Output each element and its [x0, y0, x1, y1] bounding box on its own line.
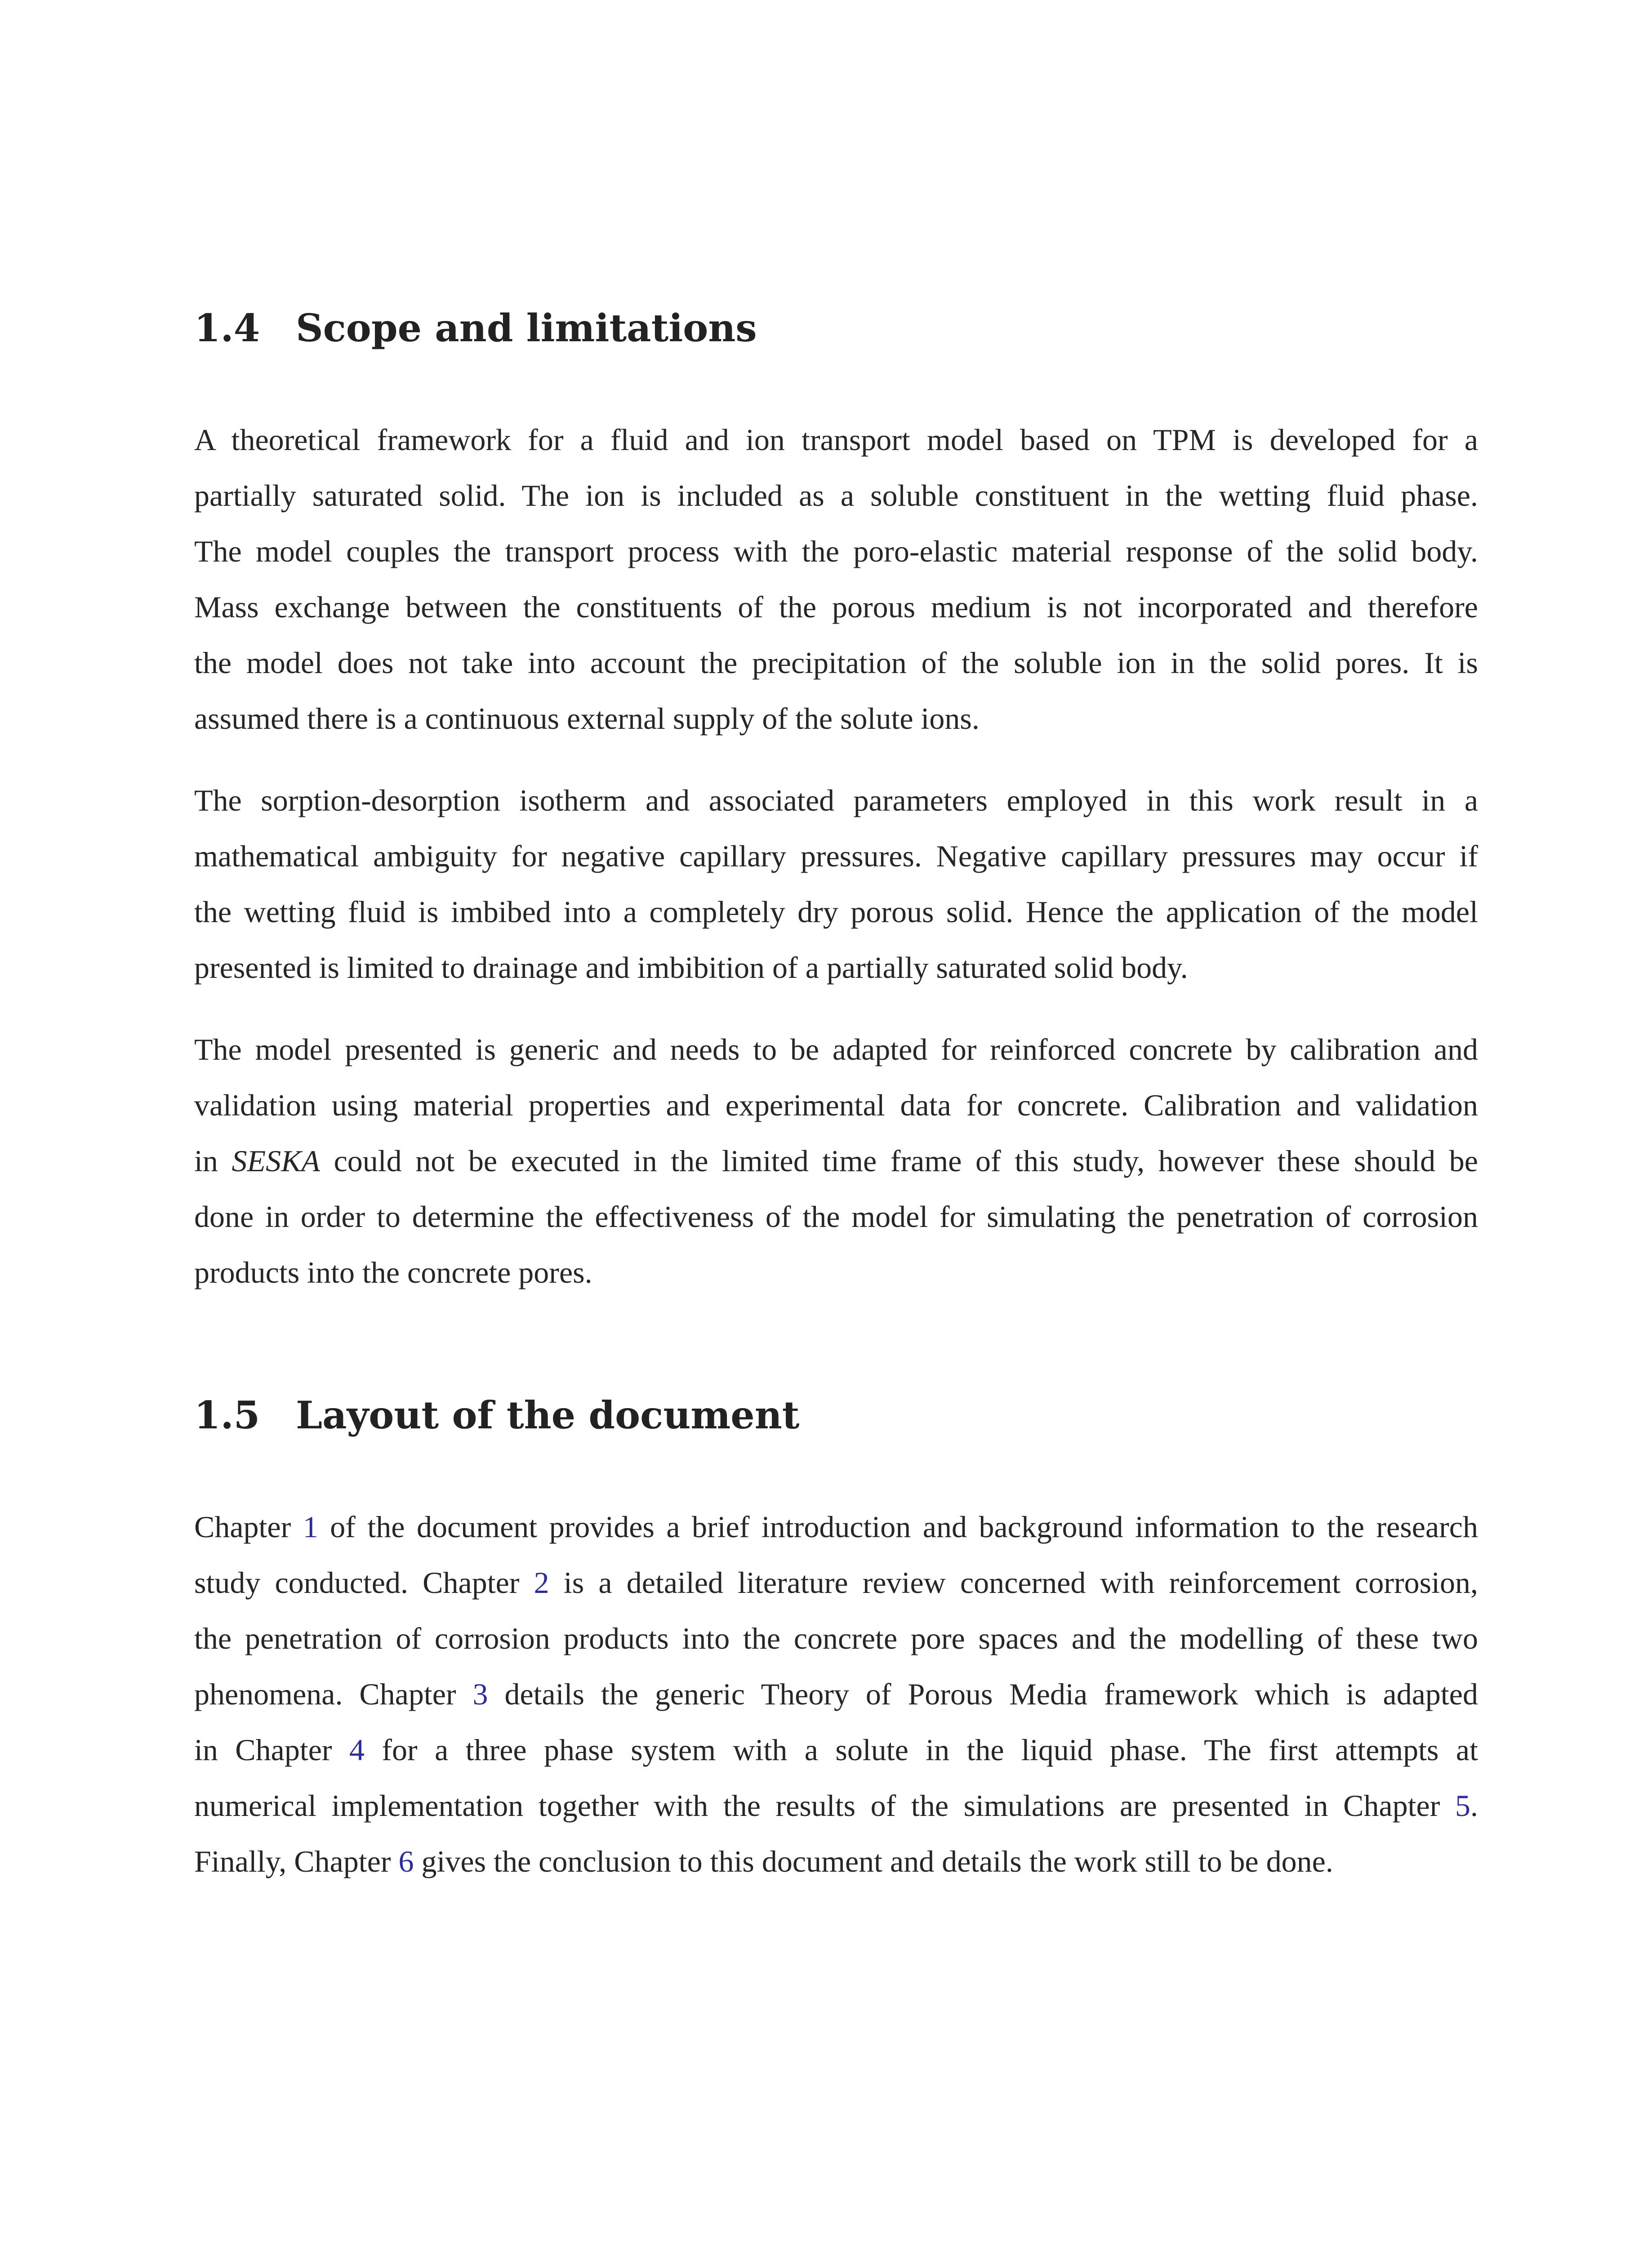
paragraph-1-line: The model couples the transport process with the poro-elastic material response of the solid body. — [194, 534, 1478, 568]
layout-paragraph-line — [194, 1790, 1478, 1821]
chapter-link[interactable]: 6 — [398, 1844, 414, 1878]
paragraph-2-line: the wetting fluid is imbibed into a completely dry porous solid. Hence the application of the model — [194, 895, 1478, 929]
layout-paragraph-line — [194, 1735, 1478, 1765]
text-run: numerical implementation together with the results of the simulations are presented in Chapter — [194, 1789, 1455, 1823]
paragraph-3-line — [194, 1146, 1478, 1176]
section-heading-1-4 — [194, 306, 757, 350]
layout-paragraph-line — [194, 1679, 1478, 1709]
layout-paragraph-line — [194, 1512, 1478, 1542]
text-run: phenomena. Chapter — [194, 1677, 473, 1711]
layout-paragraph-line — [194, 1567, 1478, 1598]
text-run: in Chapter — [194, 1733, 349, 1767]
section-title: Scope and limitations — [296, 306, 757, 350]
paragraph-1-line: assumed there is a continuous external supply of the solute ions. — [194, 701, 980, 736]
text-run: gives the conclusion to this document and details the work still to be done. — [414, 1844, 1333, 1878]
chapter-link[interactable]: 4 — [349, 1733, 365, 1767]
text-run: for a three phase system with a solute in the liquid phase. The first attempts at — [364, 1733, 1478, 1767]
chapter-link[interactable]: 2 — [534, 1566, 549, 1600]
text-run: study conducted. Chapter — [194, 1566, 534, 1600]
paragraph-2-line: presented is limited to drainage and imbibition of a partially saturated solid body. — [194, 950, 1188, 985]
paragraph-1-line: partially saturated solid. The ion is included as a soluble constituent in the wetting fluid phase. — [194, 478, 1478, 513]
seska-italic: SESKA — [232, 1144, 320, 1178]
paragraph-2-line: mathematical ambiguity for negative capillary pressures. Negative capillary pressures may occur if — [194, 839, 1478, 873]
paragraph-3-line: validation using material properties and experimental data for concrete. Calibration and validation — [194, 1088, 1478, 1122]
section-number: 1.5 — [194, 1393, 260, 1437]
text-run: is a detailed literature review concerned with reinforcement corrosion, — [549, 1566, 1478, 1600]
layout-paragraph-line: the penetration of corrosion products into the concrete pore spaces and the modelling of these two — [194, 1621, 1478, 1655]
chapter-link[interactable]: 1 — [303, 1510, 318, 1544]
section-heading-1-5 — [194, 1393, 800, 1437]
text-run: could not be executed in the limited time frame of this study, however these should be — [320, 1144, 1478, 1178]
paragraph-3-line: done in order to determine the effectiveness of the model for simulating the penetration of corrosion — [194, 1200, 1478, 1234]
paragraph-3-line: The model presented is generic and needs to be adapted for reinforced concrete by calibration and — [194, 1032, 1478, 1066]
chapter-link[interactable]: 3 — [472, 1677, 488, 1711]
text-run: Chapter — [194, 1510, 303, 1544]
text-run: . — [1470, 1789, 1478, 1823]
layout-paragraph-line — [194, 1846, 1478, 1877]
paragraph-3-line: products into the concrete pores. — [194, 1255, 592, 1289]
text-run: in — [194, 1144, 232, 1178]
section-title: Layout of the document — [296, 1393, 800, 1437]
text-run: Finally, Chapter — [194, 1844, 399, 1878]
paragraph-1-line: Mass exchange between the constituents of the porous medium is not incorporated and therefore — [194, 590, 1478, 624]
paragraph-1-line: the model does not take into account the precipitation of the soluble ion in the solid pores. It is — [194, 646, 1478, 680]
text-run: of the document provides a brief introduction and background information to the research — [318, 1510, 1478, 1544]
text-run: details the generic Theory of Porous Media framework which is adapted — [488, 1677, 1478, 1711]
section-number: 1.4 — [194, 306, 260, 350]
paragraph-2-line: The sorption-desorption isotherm and associated parameters employed in this work result in a — [194, 783, 1478, 817]
chapter-link[interactable]: 5 — [1455, 1789, 1470, 1823]
paragraph-1-line: A theoretical framework for a fluid and ion transport model based on TPM is developed for a — [194, 423, 1478, 457]
